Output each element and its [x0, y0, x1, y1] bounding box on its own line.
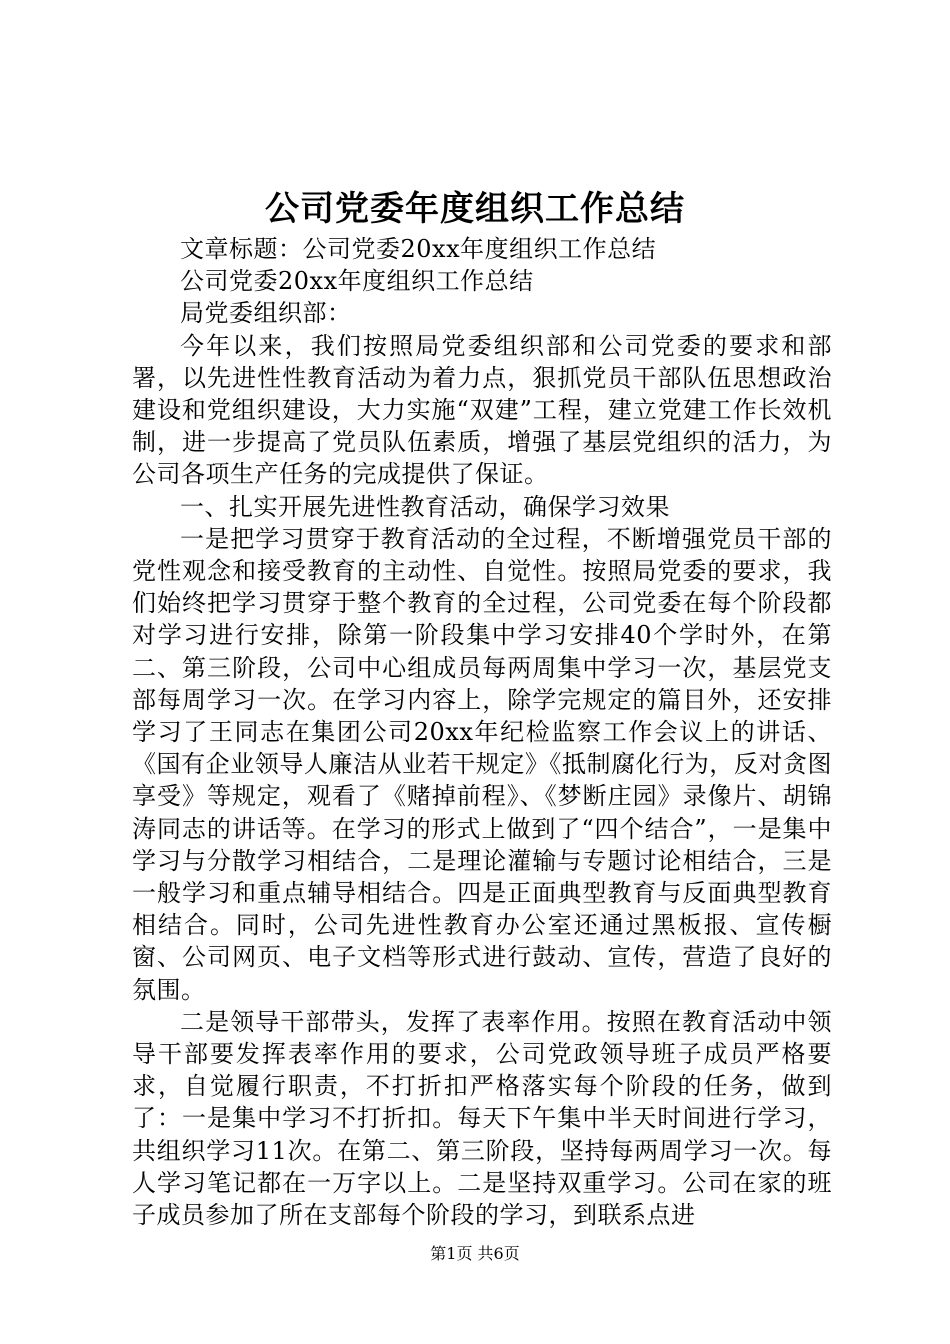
addressee-line: 局党委组织部：: [180, 299, 352, 328]
section-heading: 一、扎实开展先进性教育活动，确保学习效果: [180, 492, 670, 521]
page-footer: 第1页 共6页: [430, 1244, 520, 1263]
body-paragraph: 二是领导干部带头，发挥了表率作用。按照在教育活动中领导干部要发挥表率作用的要求，公司党政领导班子成员严格要求，自觉履行职责，不打折扣严格落实每个阶段的任务，做到了：一是集中学习不打折扣。每天下午集中半天时间进行学习，共组织学习11次。在第二、第三阶段，坚持每两周学习一次。每人学习笔记都在一万字以上。二是坚持双重学习。公司在家的班子成员参加了所在支部每个阶段的学习，到联系点进: [132, 1007, 832, 1230]
document-body: [132, 233, 832, 1231]
document-title: 公司党委年度组织工作总结: [265, 189, 685, 229]
subtitle-line: 公司党委20xx年度组织工作总结: [180, 267, 534, 296]
article-title-line: 文章标题：公司党委20xx年度组织工作总结: [180, 235, 657, 263]
intro-paragraph: 今年以来，我们按照局党委组织部和公司党委的要求和部署，以先进性性教育活动为着力点，狠抓党员干部队伍思想政治建设和党组织建设，大力实施“双建”工程，建立党建工作长效机制，进一步提高了党员队伍素质，增强了基层党组织的活力，为公司各项生产任务的完成提供了保证。: [132, 331, 832, 489]
body-paragraph: 一是把学习贯穿于教育活动的全过程，不断增强党员干部的党性观念和接受教育的主动性、自觉性。按照局党委的要求，我们始终把学习贯穿于整个教育的全过程，公司党委在每个阶段都对学习进行安排，除第一阶段集中学习安排40个学时外，在第二、第三阶段，公司中心组成员每两周集中学习一次，基层党支部每周学习一次。在学习内容上，除学完规定的篇目外，还安排学习了王同志在集团公司20xx年纪检监察工作会议上的讲话、《国有企业领导人廉洁从业若干规定》《抵制腐化行为，反对贪图享受》等规定，观看了《赌掉前程》、《梦断庄园》录像片、胡锦涛同志的讲话等。在学习的形式上做到了“四个结合”，一是集中学习与分散学习相结合，二是理论灌输与专题讨论相结合，三是一般学习和重点辅导相结合。四是正面典型教育与反面典型教育相结合。同时，公司先进性教育办公室还通过黑板报、宣传橱窗、公司网页、电子文档等形式进行鼓动、宣传，营造了良好的氛围。: [132, 524, 832, 1004]
